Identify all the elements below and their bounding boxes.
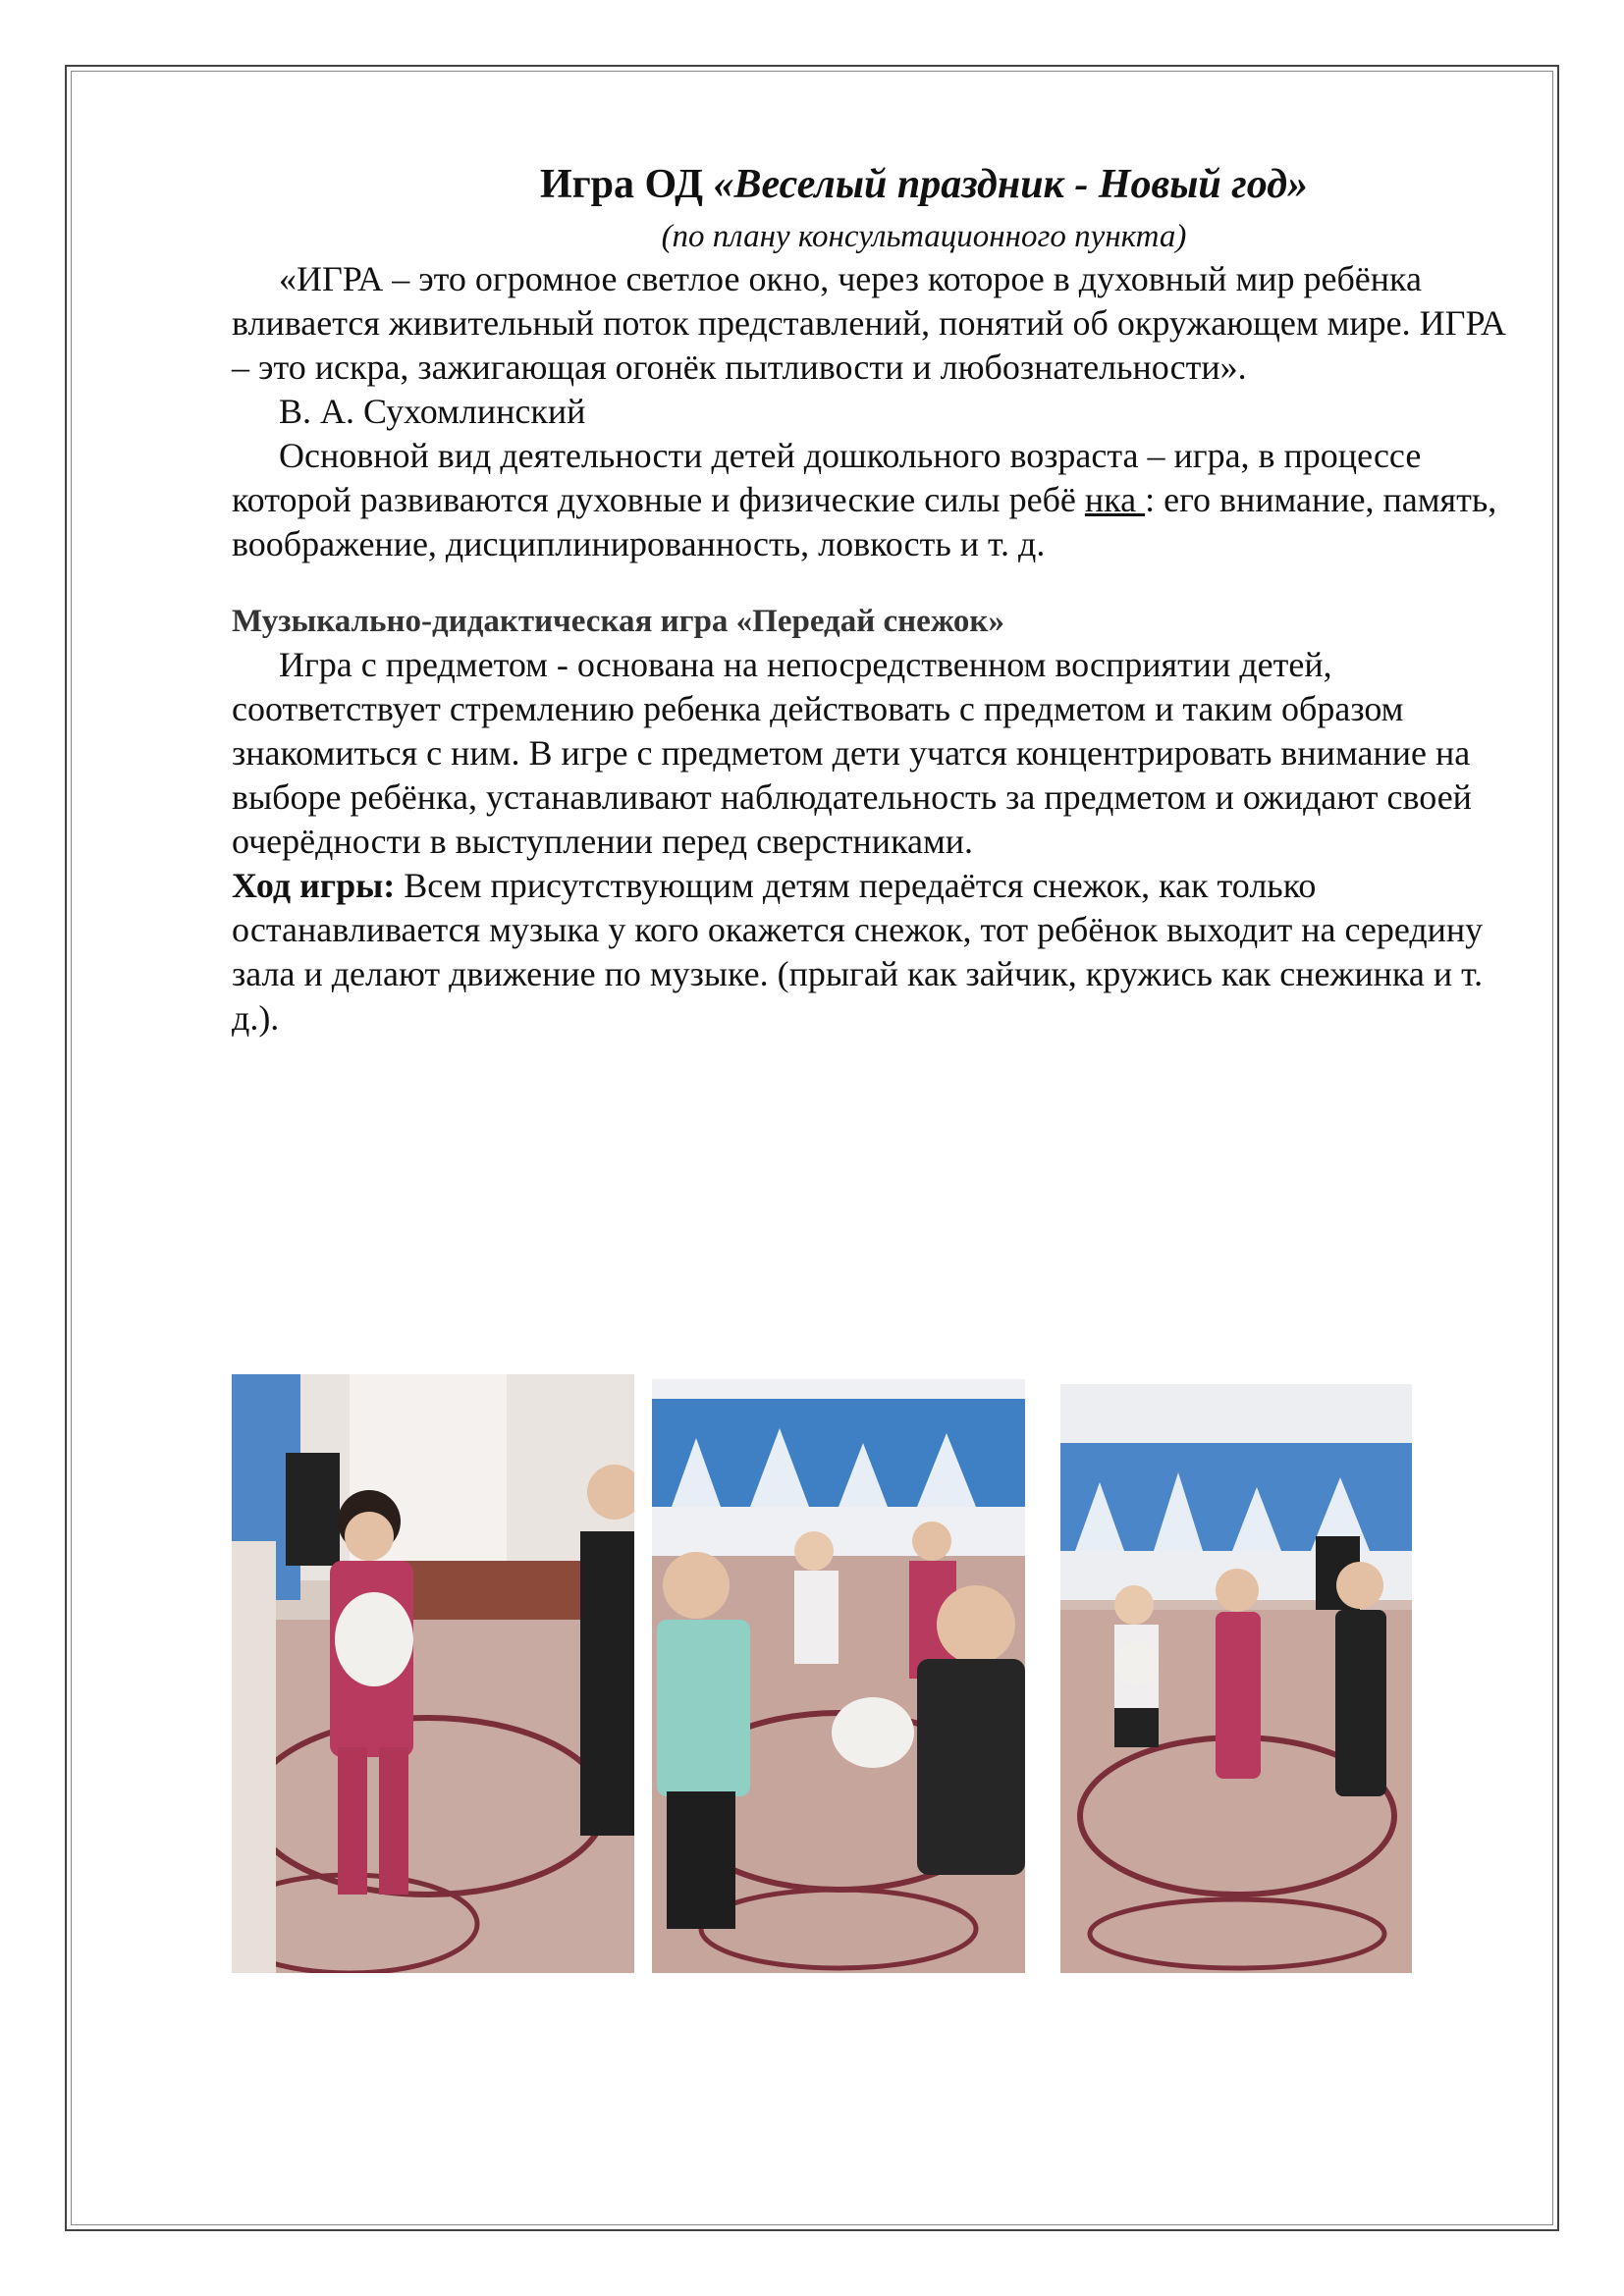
game-heading: Музыкально-дидактическая игра «Передай снежок»: [232, 604, 1004, 639]
photo-2-image: [652, 1379, 1025, 1973]
title-italic: «Веселый праздник - Новый год»: [713, 162, 1309, 207]
document-subtitle: (по плану консультационного пункта): [661, 219, 1187, 254]
photo-child-holding-ball: [232, 1374, 634, 1973]
main-paragraph: [232, 434, 1508, 566]
photo-3-image: [1060, 1384, 1412, 1973]
quote-author: В. А. Сухомлинский: [279, 392, 586, 431]
title-prefix: Игра ОД: [539, 162, 714, 207]
main-paragraph-tail: : его внимание, память, воображение, дисциплинированность, ловкость и т. д.: [232, 480, 1497, 563]
game-flow-label: Ход игры:: [232, 866, 396, 905]
photo-children-passing-ball: [652, 1379, 1025, 1973]
photo-children-game-circle: [1060, 1384, 1412, 1973]
photo-1-image: [232, 1374, 634, 1973]
main-paragraph-text: Основной вид деятельности детей дошкольного возраста – игра, в процессе которой развиваются духовные и физические силы ребё: [232, 436, 1422, 519]
game-description: Игра с предметом - основана на непосредственном восприятии детей, соответствует стремлению ребенка действовать с предметом и таким образом знакомиться с ним. В игре с предметом дети учатся концентрировать внимание на выборе ребёнка, устанавливают наблюдательность за предметом и ожидают своей очерёдности в выступлении перед сверстниками.: [232, 645, 1472, 861]
game-flow-paragraph: [232, 864, 1508, 1041]
document-content: [232, 159, 1508, 1041]
main-paragraph-underlined: нка: [1084, 480, 1146, 519]
game-flow-text: Всем присутствующим детям передаётся снежок, как только останавливается музыка у кого окажется снежок, тот ребёнок выходит на середину зала и делают движение по музыке. (прыгай как зайчик, кружись как снежинка и т. д.).: [232, 866, 1484, 1038]
document-title: [232, 159, 1508, 210]
quote-paragraph: «ИГРА – это огромное светлое окно, через которое в духовный мир ребёнка вливается живительный поток представлений, понятий об окружающем мире. ИГРА – это искра, зажигающая огонёк пытливости и любознательности».: [232, 259, 1506, 387]
